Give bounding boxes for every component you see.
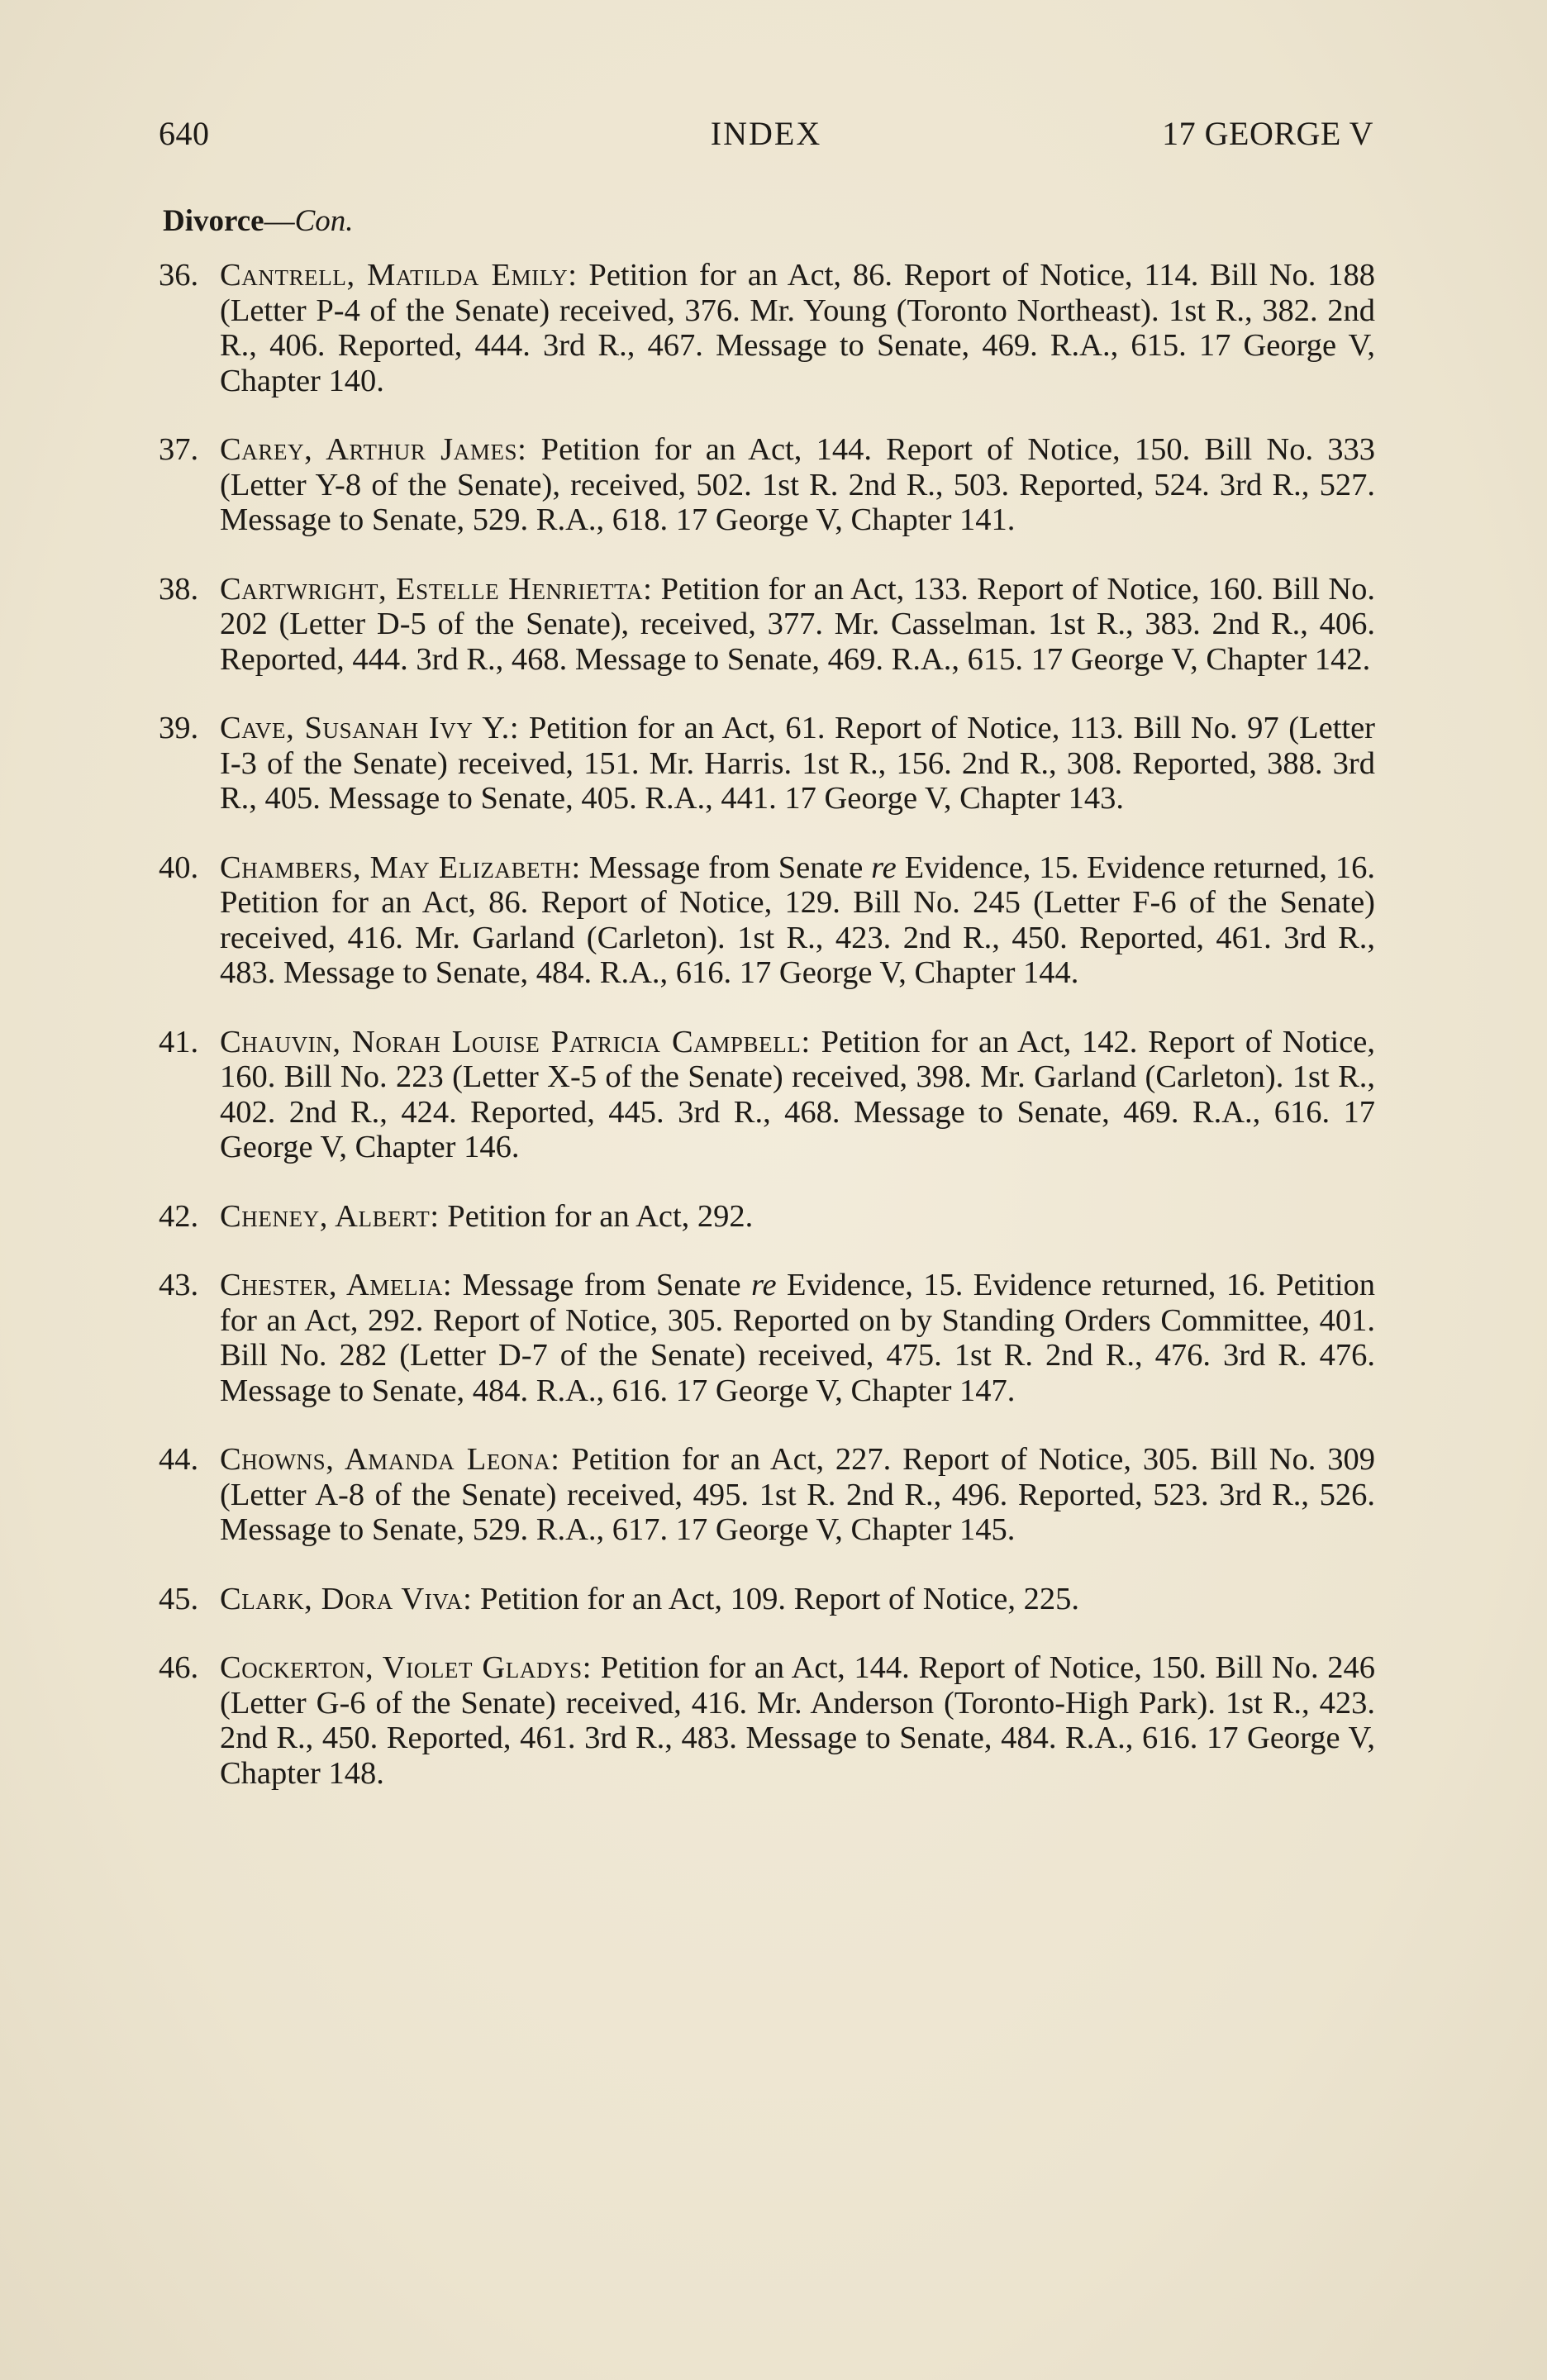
entry-text: Petition for an Act, 142. Report of Notice, 160. Bill No. 223 (Letter X-5 of the Senate) received, 398. Mr. Garland (Carleton). 1st R., 402. 2nd R., 424. Reported, 445. 3rd R., 468. Message to Senate, 469. R.A., 616. 17 George V, Chapter 146.: [220, 1024, 1376, 1164]
entry-name: Cheney, Albert:: [220, 1198, 440, 1234]
entry-name: Cantrell, Matilda Emily:: [220, 258, 578, 293]
entry-name: Chauvin, Norah Louise Patricia Campbell:: [220, 1024, 811, 1059]
section-heading: Divorce—Con.: [163, 204, 354, 238]
entry-text: Petition for an Act, 227. Report of Notice, 305. Bill No. 309 (Letter A-8 of the Senate) received, 495. 1st R. 2nd R., 496. Reported, 523. 3rd R., 526. Message to Senate, 529. R.A., 617. 17 George V, Chapter 145.: [220, 1442, 1376, 1547]
entry-number: 40.: [159, 850, 199, 885]
entry-number: 45.: [159, 1581, 199, 1616]
entry-number: 36.: [159, 258, 199, 293]
entry-text: Petition for an Act, 109. Report of Notice, 225.: [480, 1581, 1079, 1616]
index-entry-44: [159, 1442, 1376, 1548]
entry-name: Carey, Arthur James:: [220, 432, 527, 467]
entry-name: Cockerton, Violet Gladys:: [220, 1650, 593, 1685]
index-entry-45: [159, 1581, 1375, 1617]
entry-text: Evidence, 15. Evidence returned, 16. Petition for an Act, 292. Report of Notice, 305. Reported on by Standing Orders Committee, 401. Bill No. 282 (Letter D-7 of the Senate) received, 475. 1st R. 2nd R., 476. 3rd R. 476. Message to Senate, 484. R.A., 616. 17 George V, Chapter 147.: [220, 1268, 1376, 1408]
entry-re: re: [750, 1268, 777, 1302]
section-heading-continued: Con.: [294, 204, 354, 238]
entry-re: re: [871, 850, 897, 885]
entry-text: Petition for an Act, 133. Report of Notice, 160. Bill No. 202 (Letter D-5 of the Senate), received, 377. Mr. Casselman. 1st R., 383. 2nd R., 406. Reported, 444. 3rd R., 468. Message to Senate, 469. R.A., 615. 17 George V, Chapter 142.: [220, 571, 1376, 677]
index-entry-37: [159, 432, 1376, 538]
entry-text: Petition for an Act, 86. Report of Notice, 114. Bill No. 188 (Letter P-4 of the Senate) received, 376. Mr. Young (Toronto Northeast). 1st R., 382. 2nd R., 406. Reported, 444. 3rd R., 467. Message to Senate, 469. R.A., 615. 17 George V, Chapter 140.: [220, 258, 1376, 398]
entry-number: 42.: [159, 1198, 199, 1234]
index-entries: [159, 258, 1376, 1825]
entry-number: 38.: [159, 571, 199, 607]
entry-name: Chowns, Amanda Leona:: [220, 1442, 560, 1477]
entry-text: Petition for an Act, 292.: [447, 1198, 754, 1234]
entry-number: 44.: [159, 1442, 199, 1477]
index-entry-36: [159, 258, 1376, 398]
entry-number: 46.: [159, 1650, 199, 1685]
entry-name: Cartwright, Estelle Henrietta:: [220, 571, 653, 607]
entry-number: 39.: [159, 711, 199, 745]
entry-number: 43.: [159, 1268, 199, 1302]
entry-name: Chester, Amelia:: [220, 1268, 453, 1302]
index-entry-41: [159, 1024, 1376, 1165]
index-entry-38: [159, 571, 1376, 678]
index-entry-43: [159, 1268, 1376, 1408]
index-entry-46: [159, 1650, 1376, 1791]
index-entry-40: [159, 850, 1375, 991]
entry-text-lead: Message from Senate: [588, 850, 864, 885]
entry-text: Evidence, 15. Evidence returned, 16. Petition for an Act, 86. Report of Notice, 129. Bill No. 245 (Letter F-6 of the Senate) received, 416. Mr. Garland (Carleton). 1st R., 423. 2nd R., 450. Reported, 461. 3rd R., 483. Message to Senate, 484. R.A., 616. 17 George V, Chapter 144.: [220, 850, 1375, 990]
page-title: INDEX: [710, 115, 822, 152]
entry-text: Petition for an Act, 144. Report of Notice, 150. Bill No. 246 (Letter G-6 of the Senate) received, 416. Mr. Anderson (Toronto-High Park). 1st R., 423. 2nd R., 450. Reported, 461. 3rd R., 483. Message to Senate, 484. R.A., 616. 17 George V, Chapter 148.: [220, 1650, 1376, 1791]
page-number: 640: [159, 115, 210, 152]
entry-name: Clark, Dora Viva:: [220, 1581, 473, 1616]
entry-number: 37.: [159, 432, 199, 467]
index-entry-42: [159, 1198, 1375, 1235]
index-entry-39: [159, 711, 1375, 816]
running-head: [159, 114, 1373, 155]
entry-text: Petition for an Act, 144. Report of Notice, 150. Bill No. 333 (Letter Y-8 of the Senate), received, 502. 1st R. 2nd R., 503. Reported, 524. 3rd R., 527. Message to Senate, 529. R.A., 618. 17 George V, Chapter 141.: [220, 432, 1376, 537]
entry-name: Cave, Susanah Ivy Y.:: [220, 711, 520, 745]
entry-name: Chambers, May Elizabeth:: [220, 850, 581, 885]
entry-text: Petition for an Act, 61. Report of Notice, 113. Bill No. 97 (Letter I-3 of the Senate) received, 151. Mr. Harris. 1st R., 156. 2nd R., 308. Reported, 388. 3rd R., 405. Message to Senate, 405. R.A., 441. 17 George V, Chapter 143.: [220, 711, 1375, 816]
entry-number: 41.: [159, 1024, 199, 1059]
section-heading-main: Divorce: [163, 204, 264, 238]
volume-label: 17 GEORGE V: [1162, 115, 1373, 152]
entry-text-lead: Message from Senate: [462, 1268, 741, 1302]
